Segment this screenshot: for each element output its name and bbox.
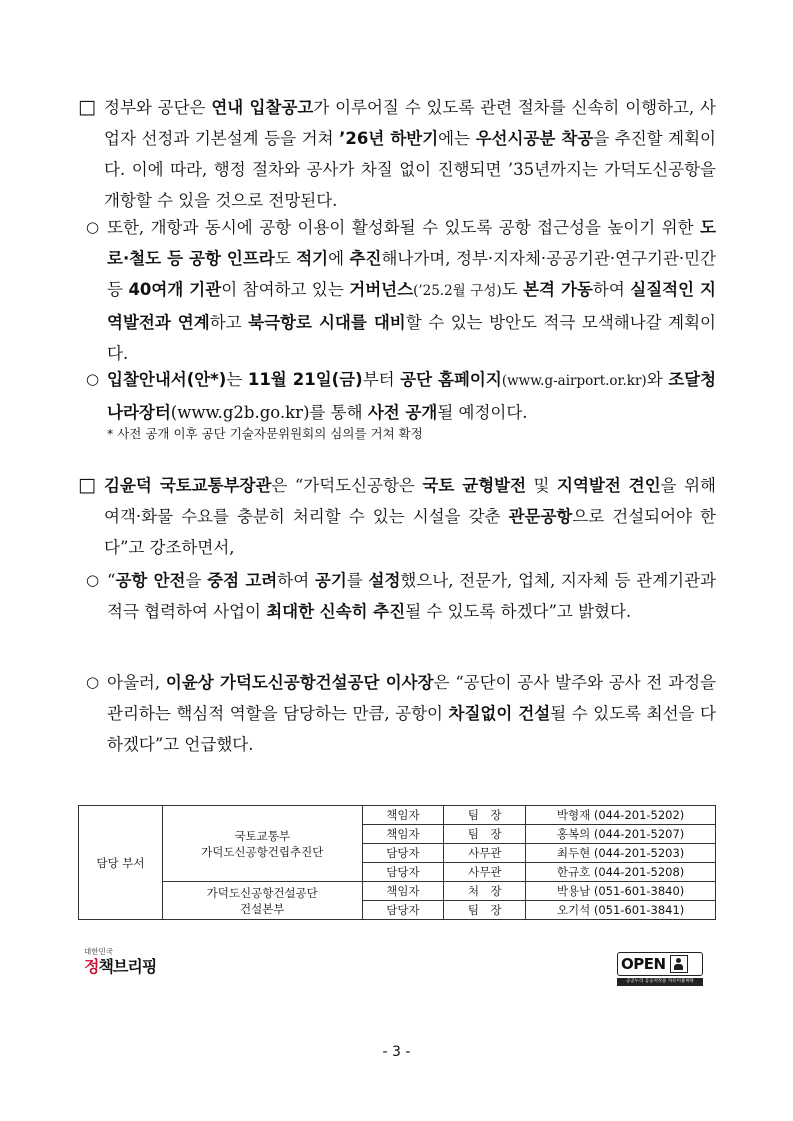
body-text: 부터 bbox=[362, 370, 401, 389]
body-text: 를 bbox=[346, 571, 369, 590]
body-text: 하고 bbox=[209, 313, 249, 332]
emphasis-text: 공단 홈페이지 bbox=[400, 370, 502, 389]
body-text: 도 bbox=[274, 249, 297, 268]
page-number: - 3 - bbox=[382, 1044, 411, 1060]
body-text: 될 수 있도록 하겠다”고 밝혔다. bbox=[405, 602, 632, 621]
body-text: 이 참여하고 있는 bbox=[221, 280, 350, 299]
logo-small-text: 대한민국 bbox=[84, 947, 113, 956]
emphasis-text: 조달청 나라장터 bbox=[107, 370, 717, 422]
circle-bullet-icon: ○ bbox=[86, 370, 100, 388]
emphasis-text: 11월 21일(금) bbox=[247, 370, 363, 389]
org-name: 국토교통부 bbox=[234, 828, 290, 843]
body-text: 에 bbox=[328, 249, 350, 268]
body-text: 는 bbox=[226, 370, 248, 389]
person-cell: 오기석 (051-601-3841) bbox=[526, 901, 716, 920]
org-unit: 건설본부 bbox=[240, 901, 285, 916]
person-icon bbox=[670, 955, 688, 973]
emphasis-text: 김윤덕 국토교통부장관 bbox=[104, 476, 272, 495]
person-cell: 홍복의 (044-201-5207) bbox=[526, 825, 716, 844]
paragraph-bid-guide bbox=[107, 364, 716, 428]
circle-bullet-icon: ○ bbox=[86, 571, 100, 589]
body-text: 은 “가덕도신공항은 bbox=[271, 476, 423, 495]
emphasis-text: 중점 고려 bbox=[207, 571, 278, 590]
circle-bullet-icon: ○ bbox=[86, 673, 100, 691]
title-cell: 처 장 bbox=[444, 882, 526, 901]
body-text: 할 수 있는 방안도 적극 모색해나갈 계획이다. bbox=[107, 313, 716, 363]
table-row bbox=[79, 882, 716, 901]
emphasis-text: 최대한 신속히 추진 bbox=[266, 602, 406, 621]
title-cell: 사무관 bbox=[444, 844, 526, 863]
person-cell: 박용남 (051-601-3840) bbox=[526, 882, 716, 901]
emphasis-text: 북극항로 시대를 대비 bbox=[248, 313, 406, 332]
role-cell: 담당자 bbox=[362, 901, 444, 920]
emphasis-text: 사전 공개 bbox=[367, 403, 438, 422]
open-label: OPEN bbox=[621, 955, 666, 973]
role-cell: 담당자 bbox=[362, 844, 444, 863]
logo-brand-rest: 책브리핑 bbox=[98, 957, 157, 976]
title-cell: 팀 장 bbox=[444, 825, 526, 844]
emphasis-text: 실질적인 지역발전과 연계 bbox=[107, 280, 716, 332]
emphasis-text: 입찰안내서(안*) bbox=[107, 370, 227, 389]
body-text: 도 bbox=[501, 280, 524, 299]
body-text: “ bbox=[107, 571, 116, 590]
open-strip-text: 공공누리 공공저작물 자유이용허락 bbox=[617, 978, 703, 986]
dept-label-cell: 담당 부서 bbox=[79, 806, 163, 920]
emphasis-text: 40여개 기관 bbox=[128, 280, 222, 299]
emphasis-text: 추진 bbox=[349, 249, 382, 268]
table-row bbox=[79, 806, 716, 825]
contact-table bbox=[78, 805, 716, 920]
emphasis-text: 거버넌스 bbox=[349, 280, 414, 299]
person-cell: 박형재 (044-201-5202) bbox=[526, 806, 716, 825]
title-cell: 팀 장 bbox=[444, 806, 526, 825]
logo-brand-accent: 정 bbox=[84, 957, 99, 976]
body-text: 정부와 공단은 bbox=[104, 98, 212, 117]
body-text: 가 이루어질 수 있도록 관련 절차를 신속히 이행하고, 사업자 선정과 기본설계 등을 거쳐 bbox=[104, 98, 716, 148]
body-text: 하여 bbox=[592, 280, 631, 299]
emphasis-text: 차질없이 건설 bbox=[448, 704, 551, 723]
emphasis-text: 관문공항 bbox=[508, 507, 573, 526]
person-cell: 최두현 (044-201-5203) bbox=[526, 844, 716, 863]
body-text: (www.g-airport.or.kr) bbox=[501, 373, 647, 389]
title-cell: 팀 장 bbox=[444, 901, 526, 920]
emphasis-text: ’26년 하반기 bbox=[339, 129, 439, 148]
role-cell: 책임자 bbox=[362, 825, 444, 844]
body-text: 했으나, 전문가, 업체, 지자체 등 관계기관과 적극 협력하여 사업이 bbox=[107, 571, 716, 621]
body-text: 에는 bbox=[438, 129, 476, 148]
paragraph-ceo bbox=[107, 667, 716, 760]
body-text: 될 예정이다. bbox=[437, 403, 528, 422]
open-box bbox=[617, 952, 703, 976]
emphasis-text: 지역발전 견인 bbox=[557, 476, 661, 495]
body-text: 또한, 개항과 동시에 공항 이용이 활성화될 수 있도록 공항 접근성을 높이기 위한 bbox=[107, 218, 701, 237]
body-text: 및 bbox=[526, 476, 558, 495]
emphasis-text: 도로·철도 등 공항 인프라 bbox=[107, 218, 716, 268]
org-cell bbox=[162, 882, 362, 920]
emphasis-text: 공항 안전 bbox=[115, 571, 186, 590]
footnote: * 사전 공개 이후 공단 기술자문위원회의 심의를 거쳐 확정 bbox=[107, 426, 423, 441]
body-text: (www.g2b.go.kr)를 통해 bbox=[170, 403, 368, 422]
square-bullet-icon: □ bbox=[78, 474, 96, 496]
body-text: 와 bbox=[646, 370, 669, 389]
role-cell: 담당자 bbox=[362, 863, 444, 882]
body-text: 을 추진할 계획이다. 이에 따라, 행정 절차와 공사가 차질 없이 진행되면 ’35년까지는 가덕도신공항을 개항할 수 있을 것으로 전망된다. bbox=[104, 129, 716, 210]
body-text: 을 bbox=[185, 571, 208, 590]
org-name: 가덕도신공항건설공단 bbox=[206, 885, 318, 900]
emphasis-text: 적기 bbox=[296, 249, 329, 268]
square-bullet-icon: □ bbox=[78, 96, 96, 118]
paragraph-safety bbox=[107, 565, 716, 627]
emphasis-text: 이윤상 가덕도신공항건설공단 이사장 bbox=[165, 673, 434, 692]
emphasis-text: 국토 균형발전 bbox=[422, 476, 527, 495]
circle-bullet-icon: ○ bbox=[86, 218, 100, 236]
body-text: 될 수 있도록 최선을 다하겠다”고 언급했다. bbox=[107, 704, 716, 754]
role-cell: 책임자 bbox=[362, 806, 444, 825]
paragraph-infrastructure bbox=[107, 212, 716, 369]
body-text: (’25.2월 구성) bbox=[413, 283, 502, 299]
logo-brand-text bbox=[84, 956, 184, 978]
kogl-open-badge bbox=[617, 952, 703, 986]
emphasis-text: 공기 bbox=[314, 571, 347, 590]
title-cell: 사무관 bbox=[444, 863, 526, 882]
body-text: 아울러, bbox=[107, 673, 166, 692]
org-cell bbox=[162, 806, 362, 882]
policy-briefing-logo bbox=[84, 947, 184, 983]
emphasis-text: 설정 bbox=[368, 571, 401, 590]
person-cell: 한규호 (044-201-5208) bbox=[526, 863, 716, 882]
emphasis-text: 본격 가동 bbox=[523, 280, 593, 299]
body-text: 해나가며, 정부·지자체·공공기관·연구기관·민간 등 bbox=[107, 249, 717, 299]
emphasis-text: 연내 입찰공고 bbox=[211, 98, 314, 117]
org-unit: 가덕도신공항건립추진단 bbox=[201, 844, 324, 859]
body-text: 을 위해 여객·화물 수요를 충분히 처리할 수 있는 시설을 갖춘 bbox=[104, 476, 717, 526]
body-text: 은 “공단이 공사 발주와 공사 전 과정을 관리하는 핵심적 역할을 담당하는 만큼, 공항이 bbox=[107, 673, 716, 723]
paragraph-schedule bbox=[104, 92, 716, 216]
role-cell: 책임자 bbox=[362, 882, 444, 901]
emphasis-text: 우선시공분 착공 bbox=[475, 129, 594, 148]
paragraph-minister bbox=[104, 470, 716, 563]
body-text: 으로 건설되어야 한다”고 강조하면서, bbox=[104, 507, 716, 557]
body-text: 하여 bbox=[277, 571, 315, 590]
